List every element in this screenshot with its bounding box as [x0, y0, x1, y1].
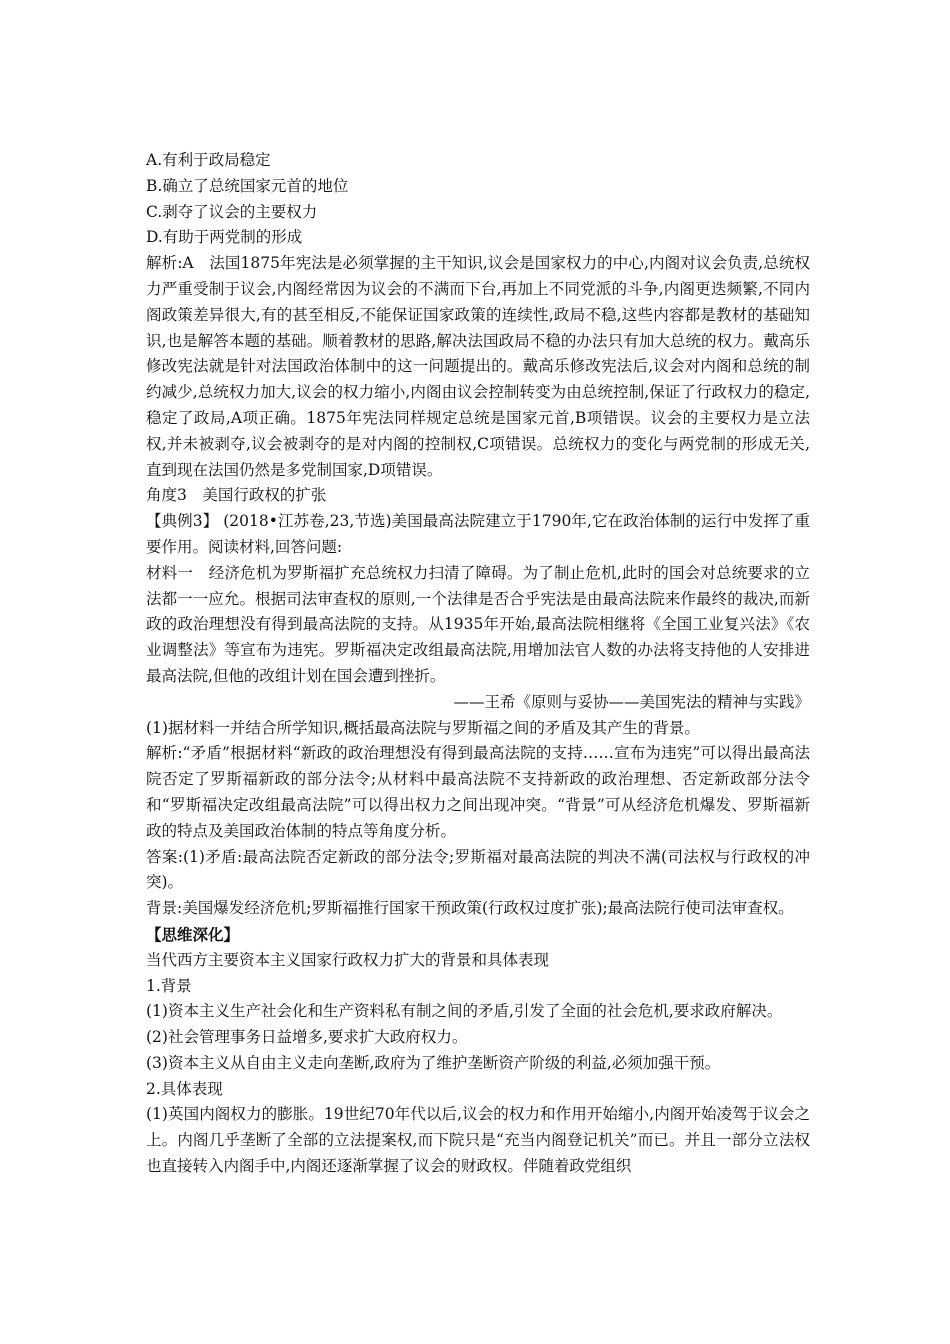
example-3-intro: 【典例3】 (2018•江苏卷,23,节选)美国最高法院建立于1790年,它在政治体制的运行中发挥了重要作用。阅读材料,回答问题: — [146, 512, 810, 556]
detail-heading: 2.具体表现 — [146, 1079, 223, 1098]
detail-item-1: (1)英国内阁权力的膨胀。19世纪70年代以后,议会的权力和作用开始缩小,内阁开始凌驾于议会之上。内阁几乎垄断了全部的立法提案权,而下院只是“充当内阁登记机关”而已。并且一部分立法权也直接转入内阁手中,内阁还逐渐掌握了议会的财政权。伴随着政党组织 — [146, 1105, 810, 1176]
background-item-3: (3)资本主义从自由主义走向垄断,政府为了维护垄断资产阶级的利益,必须加强干预。 — [146, 1053, 721, 1072]
answer-background: 背景:美国爆发经济危机;罗斯福推行国家干预政策(行政权过度扩张);最高法院行使司法审查权。 — [146, 899, 794, 918]
thinking-deepen-heading: 【思维深化】 — [146, 924, 240, 944]
option-c: C.剥夺了议会的主要权力 — [146, 202, 318, 221]
background-heading: 1.背景 — [146, 976, 192, 995]
background-item-2: (2)社会管理事务日益增多,要求扩大政府权力。 — [146, 1028, 468, 1047]
analysis-paragraph-2: 解析:“矛盾”根据材料“新政的政治理想没有得到最高法院的支持……宣布为违宪”可以得出最高法院否定了罗斯福新政的部分法令;从材料中最高法院不支持新政的政治理想、否定新政部分法令和“罗斯福决定改组最高法院”可以得出权力之间出现冲突。“背景”可从经济危机爆发、罗斯福新政的特点及美国政治体制的特点等角度分析。 — [146, 744, 810, 840]
answer-contradiction: 答案:(1)矛盾:最高法院否定新政的部分法令;罗斯福对最高法院的判决不满(司法权与行政权的冲突)。 — [146, 847, 810, 892]
question-1: (1)据材料一并结合所学知识,概括最高法院与罗斯福之间的矛盾及其产生的背景。 — [146, 718, 700, 737]
analysis-paragraph-1: 解析:A 法国1875年宪法是必须掌握的主干知识,议会是国家权力的中心,内阁对议会负责,总统权力严重受制于议会,内阁经常因为议会的不满而下台,再加上不同党派的斗争,内阁更迭频繁,不同内阁政策差异很大,有的甚至相反,不能保证国家政策的连续性,政局不稳,这些内容都是教材的基础知识,也是解答本题的基础。顺着教材的思路,解决法国政局不稳的办法只有加大总统的权力。戴高乐修改宪法就是针对法国政治体制中的这一问题提出的。戴高乐修改宪法后,议会对内阁和总统的制约减少,总统权力加大,议会的权力缩小,内阁由议会控制转变为由总统控制,保证了行政权力的稳定,稳定了政局,A项正确。1875年宪法同样规定总统是国家元首,B项错误。议会的主要权力是立法权,并未被剥夺,议会被剥夺的是对内阁的控制权,C项错误。总统权力的变化与两党制的形成无关,直到现在法国仍然是多党制国家,D项错误。 — [146, 254, 810, 479]
option-d: D.有助于两党制的形成 — [146, 228, 303, 247]
material-source: ——王希《原则与妥协——美国宪法的精神与实践》 — [453, 692, 810, 711]
document-body — [146, 148, 810, 1180]
option-a: A.有利于政局稳定 — [146, 151, 271, 169]
thinking-deepen-title: 当代西方主要资本主义国家行政权力扩大的背景和具体表现 — [146, 950, 550, 969]
background-item-1: (1)资本主义生产社会化和生产资料私有制之间的矛盾,引发了全面的社会危机,要求政府解决。 — [146, 1002, 783, 1021]
angle-3-heading: 角度3 美国行政权的扩张 — [146, 486, 327, 505]
option-b: B.确立了总统国家元首的地位 — [146, 176, 349, 195]
material-1: 材料一 经济危机为罗斯福扩充总统权力扫清了障碍。为了制止危机,此时的国会对总统要求的立法都一一应允。根据司法审查权的原则,一个法律是否合乎宪法是由最高法院来作最终的裁决,而新政的政治理想没有得到最高法院的支持。从1935年开始,最高法院相继将《全国工业复兴法》《农业调整法》等宣布为违宪。罗斯福决定改组最高法院,用增加法官人数的办法将支持他的人安排进最高法院,但他的改组计划在国会遭到挫折。 — [146, 563, 810, 685]
